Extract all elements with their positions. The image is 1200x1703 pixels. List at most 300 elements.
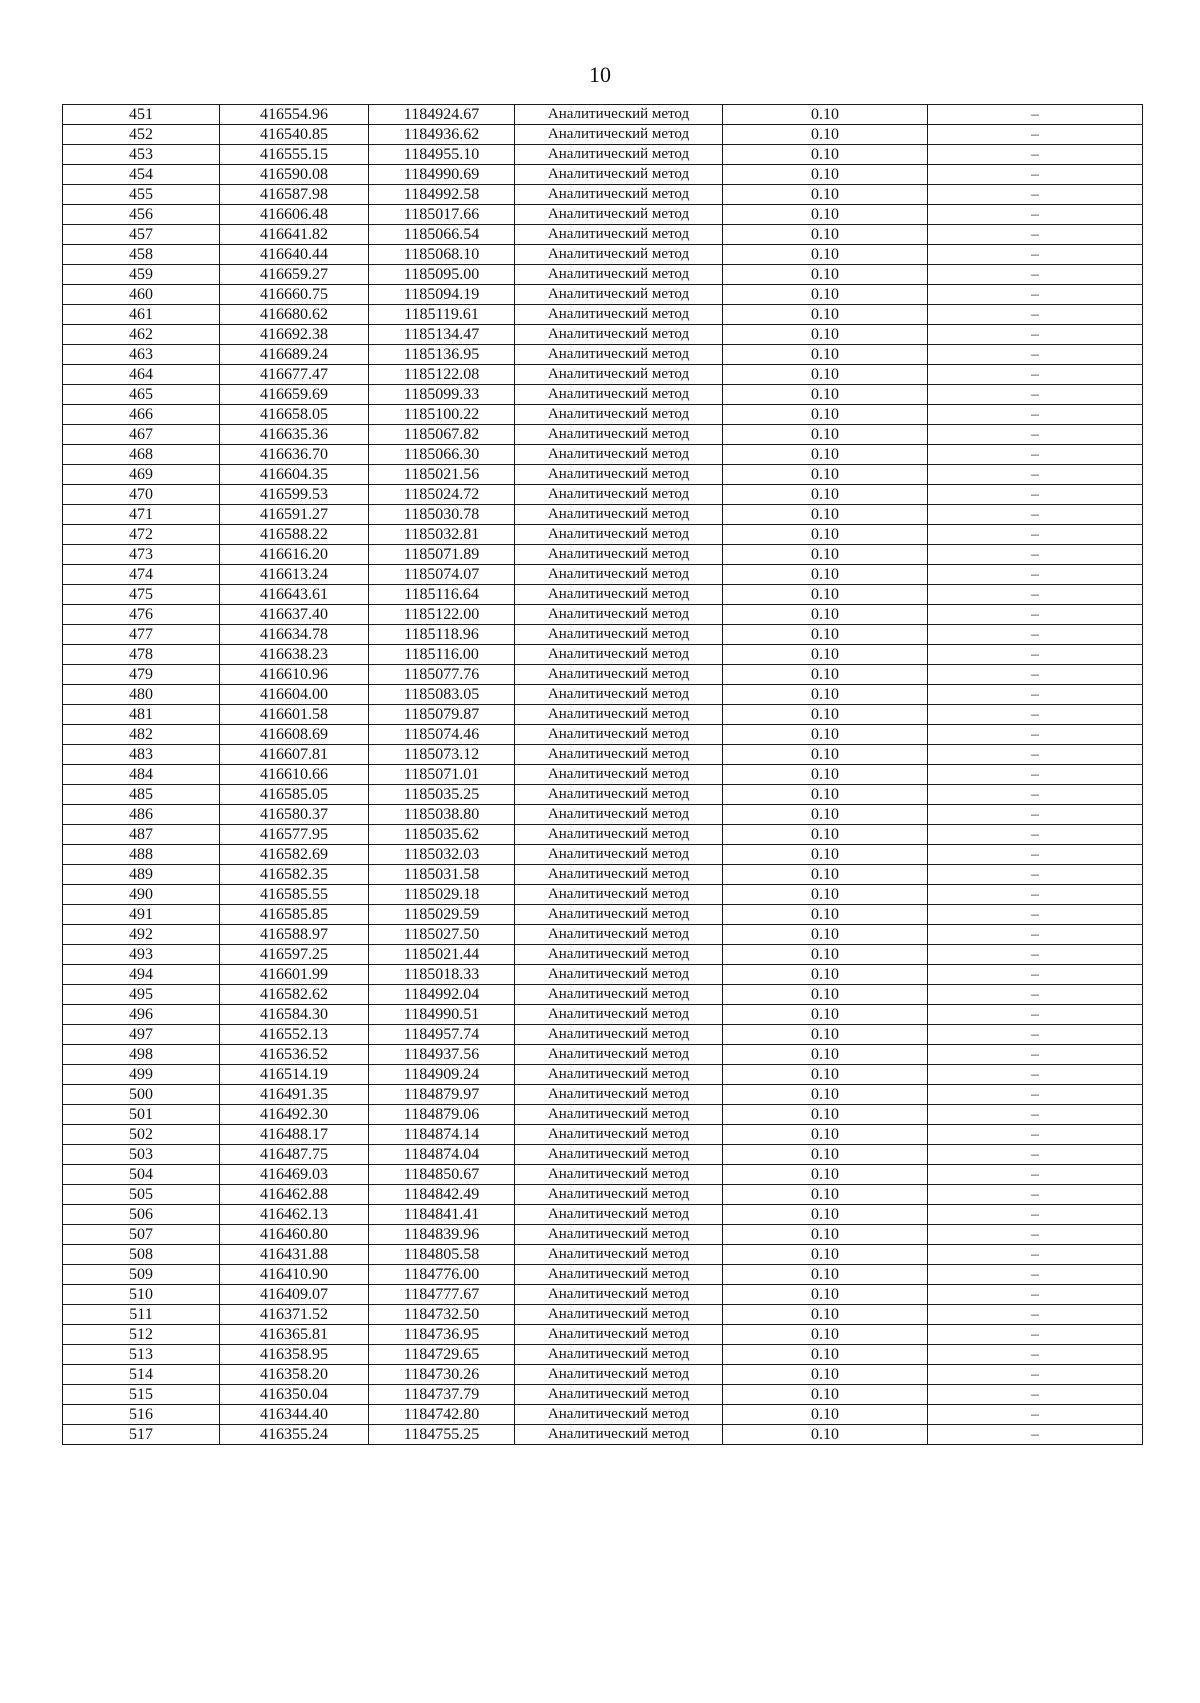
description-cell: – [928, 105, 1143, 125]
x-coordinate-cell: 416588.97 [220, 925, 369, 945]
y-coordinate-cell: 1185067.82 [369, 425, 515, 445]
point-number-cell: 504 [63, 1165, 220, 1185]
method-cell: Аналитический метод [515, 1245, 723, 1265]
table-row [63, 305, 1143, 325]
table-row [63, 565, 1143, 585]
description-cell: – [928, 665, 1143, 685]
x-coordinate-cell: 416590.08 [220, 165, 369, 185]
point-number-cell: 455 [63, 185, 220, 205]
y-coordinate-cell: 1185038.80 [369, 805, 515, 825]
method-cell: Аналитический метод [515, 145, 723, 165]
table-row [63, 1025, 1143, 1045]
description-cell: – [928, 1165, 1143, 1185]
point-number-cell: 470 [63, 485, 220, 505]
method-cell: Аналитический метод [515, 1425, 723, 1445]
method-cell: Аналитический метод [515, 365, 723, 385]
description-cell: – [928, 545, 1143, 565]
table-row [63, 1165, 1143, 1185]
x-coordinate-cell: 416460.80 [220, 1225, 369, 1245]
method-cell: Аналитический метод [515, 345, 723, 365]
description-cell: – [928, 885, 1143, 905]
description-cell: – [928, 225, 1143, 245]
method-cell: Аналитический метод [515, 885, 723, 905]
precision-cell: 0.10 [723, 185, 928, 205]
precision-cell: 0.10 [723, 1125, 928, 1145]
y-coordinate-cell: 1184990.51 [369, 1005, 515, 1025]
point-number-cell: 497 [63, 1025, 220, 1045]
description-cell: – [928, 1285, 1143, 1305]
method-cell: Аналитический метод [515, 905, 723, 925]
y-coordinate-cell: 1184990.69 [369, 165, 515, 185]
y-coordinate-cell: 1185029.59 [369, 905, 515, 925]
x-coordinate-cell: 416488.17 [220, 1125, 369, 1145]
y-coordinate-cell: 1184732.50 [369, 1305, 515, 1325]
description-cell: – [928, 585, 1143, 605]
x-coordinate-cell: 416584.30 [220, 1005, 369, 1025]
point-number-cell: 460 [63, 285, 220, 305]
table-row [63, 405, 1143, 425]
table-row [63, 325, 1143, 345]
method-cell: Аналитический метод [515, 1185, 723, 1205]
y-coordinate-cell: 1184909.24 [369, 1065, 515, 1085]
precision-cell: 0.10 [723, 525, 928, 545]
precision-cell: 0.10 [723, 985, 928, 1005]
precision-cell: 0.10 [723, 305, 928, 325]
method-cell: Аналитический метод [515, 1305, 723, 1325]
description-cell: – [928, 385, 1143, 405]
point-number-cell: 481 [63, 705, 220, 725]
precision-cell: 0.10 [723, 285, 928, 305]
table-row [63, 1125, 1143, 1145]
description-cell: – [928, 345, 1143, 365]
method-cell: Аналитический метод [515, 485, 723, 505]
point-number-cell: 509 [63, 1265, 220, 1285]
x-coordinate-cell: 416491.35 [220, 1085, 369, 1105]
y-coordinate-cell: 1185122.08 [369, 365, 515, 385]
x-coordinate-cell: 416635.36 [220, 425, 369, 445]
point-number-cell: 505 [63, 1185, 220, 1205]
y-coordinate-cell: 1185035.62 [369, 825, 515, 845]
point-number-cell: 472 [63, 525, 220, 545]
precision-cell: 0.10 [723, 1325, 928, 1345]
table-row [63, 1185, 1143, 1205]
y-coordinate-cell: 1185068.10 [369, 245, 515, 265]
table-row [63, 105, 1143, 125]
y-coordinate-cell: 1184842.49 [369, 1185, 515, 1205]
precision-cell: 0.10 [723, 1265, 928, 1285]
precision-cell: 0.10 [723, 945, 928, 965]
method-cell: Аналитический метод [515, 685, 723, 705]
y-coordinate-cell: 1185017.66 [369, 205, 515, 225]
method-cell: Аналитический метод [515, 185, 723, 205]
x-coordinate-cell: 416689.24 [220, 345, 369, 365]
y-coordinate-cell: 1184874.14 [369, 1125, 515, 1145]
description-cell: – [928, 1345, 1143, 1365]
method-cell: Аналитический метод [515, 245, 723, 265]
y-coordinate-cell: 1185027.50 [369, 925, 515, 945]
point-number-cell: 482 [63, 725, 220, 745]
table-row [63, 385, 1143, 405]
description-cell: – [928, 205, 1143, 225]
method-cell: Аналитический метод [515, 585, 723, 605]
point-number-cell: 483 [63, 745, 220, 765]
method-cell: Аналитический метод [515, 765, 723, 785]
table-row [63, 465, 1143, 485]
x-coordinate-cell: 416585.55 [220, 885, 369, 905]
precision-cell: 0.10 [723, 745, 928, 765]
description-cell: – [928, 125, 1143, 145]
table-row [63, 1005, 1143, 1025]
method-cell: Аналитический метод [515, 1005, 723, 1025]
point-number-cell: 493 [63, 945, 220, 965]
method-cell: Аналитический метод [515, 985, 723, 1005]
point-number-cell: 477 [63, 625, 220, 645]
table-row [63, 965, 1143, 985]
description-cell: – [928, 645, 1143, 665]
point-number-cell: 474 [63, 565, 220, 585]
precision-cell: 0.10 [723, 665, 928, 685]
description-cell: – [928, 1265, 1143, 1285]
description-cell: – [928, 625, 1143, 645]
method-cell: Аналитический метод [515, 1405, 723, 1425]
precision-cell: 0.10 [723, 905, 928, 925]
description-cell: – [928, 925, 1143, 945]
method-cell: Аналитический метод [515, 325, 723, 345]
method-cell: Аналитический метод [515, 645, 723, 665]
description-cell: – [928, 565, 1143, 585]
method-cell: Аналитический метод [515, 1385, 723, 1405]
precision-cell: 0.10 [723, 765, 928, 785]
method-cell: Аналитический метод [515, 225, 723, 245]
method-cell: Аналитический метод [515, 745, 723, 765]
table-row [63, 845, 1143, 865]
description-cell: – [928, 965, 1143, 985]
description-cell: – [928, 845, 1143, 865]
point-number-cell: 484 [63, 765, 220, 785]
method-cell: Аналитический метод [515, 1085, 723, 1105]
table-row [63, 225, 1143, 245]
description-cell: – [928, 805, 1143, 825]
precision-cell: 0.10 [723, 1025, 928, 1045]
precision-cell: 0.10 [723, 1405, 928, 1425]
x-coordinate-cell: 416616.20 [220, 545, 369, 565]
point-number-cell: 479 [63, 665, 220, 685]
table-row [63, 1065, 1143, 1085]
table-row [63, 805, 1143, 825]
precision-cell: 0.10 [723, 1145, 928, 1165]
y-coordinate-cell: 1185099.33 [369, 385, 515, 405]
table-row [63, 825, 1143, 845]
table-row [63, 605, 1143, 625]
table-row [63, 945, 1143, 965]
table-row [63, 1285, 1143, 1305]
x-coordinate-cell: 416597.25 [220, 945, 369, 965]
y-coordinate-cell: 1184879.97 [369, 1085, 515, 1105]
table-row [63, 1225, 1143, 1245]
table-row [63, 185, 1143, 205]
point-number-cell: 489 [63, 865, 220, 885]
method-cell: Аналитический метод [515, 265, 723, 285]
y-coordinate-cell: 1185066.54 [369, 225, 515, 245]
description-cell: – [928, 165, 1143, 185]
x-coordinate-cell: 416634.78 [220, 625, 369, 645]
y-coordinate-cell: 1184957.74 [369, 1025, 515, 1045]
description-cell: – [928, 1085, 1143, 1105]
method-cell: Аналитический метод [515, 525, 723, 545]
method-cell: Аналитический метод [515, 925, 723, 945]
x-coordinate-cell: 416643.61 [220, 585, 369, 605]
description-cell: – [928, 1145, 1143, 1165]
precision-cell: 0.10 [723, 245, 928, 265]
point-number-cell: 492 [63, 925, 220, 945]
precision-cell: 0.10 [723, 505, 928, 525]
precision-cell: 0.10 [723, 165, 928, 185]
y-coordinate-cell: 1184776.00 [369, 1265, 515, 1285]
x-coordinate-cell: 416692.38 [220, 325, 369, 345]
precision-cell: 0.10 [723, 1225, 928, 1245]
point-number-cell: 468 [63, 445, 220, 465]
y-coordinate-cell: 1184936.62 [369, 125, 515, 145]
y-coordinate-cell: 1185073.12 [369, 745, 515, 765]
description-cell: – [928, 785, 1143, 805]
point-number-cell: 473 [63, 545, 220, 565]
precision-cell: 0.10 [723, 1085, 928, 1105]
point-number-cell: 463 [63, 345, 220, 365]
y-coordinate-cell: 1185032.81 [369, 525, 515, 545]
y-coordinate-cell: 1184742.80 [369, 1405, 515, 1425]
point-number-cell: 454 [63, 165, 220, 185]
table-row [63, 365, 1143, 385]
point-number-cell: 501 [63, 1105, 220, 1125]
precision-cell: 0.10 [723, 685, 928, 705]
method-cell: Аналитический метод [515, 705, 723, 725]
x-coordinate-cell: 416613.24 [220, 565, 369, 585]
method-cell: Аналитический метод [515, 1325, 723, 1345]
point-number-cell: 480 [63, 685, 220, 705]
point-number-cell: 502 [63, 1125, 220, 1145]
precision-cell: 0.10 [723, 1365, 928, 1385]
table-row [63, 145, 1143, 165]
y-coordinate-cell: 1184736.95 [369, 1325, 515, 1345]
table-row [63, 985, 1143, 1005]
description-cell: – [928, 1045, 1143, 1065]
point-number-cell: 456 [63, 205, 220, 225]
precision-cell: 0.10 [723, 1105, 928, 1125]
point-number-cell: 488 [63, 845, 220, 865]
point-number-cell: 490 [63, 885, 220, 905]
y-coordinate-cell: 1185116.00 [369, 645, 515, 665]
precision-cell: 0.10 [723, 925, 928, 945]
y-coordinate-cell: 1185066.30 [369, 445, 515, 465]
description-cell: – [928, 1065, 1143, 1085]
method-cell: Аналитический метод [515, 965, 723, 985]
description-cell: – [928, 1385, 1143, 1405]
description-cell: – [928, 1025, 1143, 1045]
precision-cell: 0.10 [723, 845, 928, 865]
method-cell: Аналитический метод [515, 625, 723, 645]
description-cell: – [928, 1125, 1143, 1145]
point-number-cell: 461 [63, 305, 220, 325]
x-coordinate-cell: 416637.40 [220, 605, 369, 625]
y-coordinate-cell: 1184839.96 [369, 1225, 515, 1245]
description-cell: – [928, 285, 1143, 305]
point-number-cell: 512 [63, 1325, 220, 1345]
y-coordinate-cell: 1185021.44 [369, 945, 515, 965]
x-coordinate-cell: 416577.95 [220, 825, 369, 845]
y-coordinate-cell: 1185116.64 [369, 585, 515, 605]
method-cell: Аналитический метод [515, 865, 723, 885]
y-coordinate-cell: 1185122.00 [369, 605, 515, 625]
x-coordinate-cell: 416680.62 [220, 305, 369, 325]
method-cell: Аналитический метод [515, 505, 723, 525]
x-coordinate-cell: 416487.75 [220, 1145, 369, 1165]
table-row [63, 1425, 1143, 1445]
table-row [63, 785, 1143, 805]
precision-cell: 0.10 [723, 105, 928, 125]
precision-cell: 0.10 [723, 1345, 928, 1365]
point-number-cell: 513 [63, 1345, 220, 1365]
precision-cell: 0.10 [723, 865, 928, 885]
table-row [63, 585, 1143, 605]
x-coordinate-cell: 416599.53 [220, 485, 369, 505]
precision-cell: 0.10 [723, 1385, 928, 1405]
y-coordinate-cell: 1185029.18 [369, 885, 515, 905]
x-coordinate-cell: 416540.85 [220, 125, 369, 145]
precision-cell: 0.10 [723, 705, 928, 725]
point-number-cell: 467 [63, 425, 220, 445]
x-coordinate-cell: 416677.47 [220, 365, 369, 385]
table-row [63, 645, 1143, 665]
table-row [63, 425, 1143, 445]
point-number-cell: 517 [63, 1425, 220, 1445]
description-cell: – [928, 365, 1143, 385]
table-row [63, 1305, 1143, 1325]
method-cell: Аналитический метод [515, 165, 723, 185]
point-number-cell: 478 [63, 645, 220, 665]
method-cell: Аналитический метод [515, 405, 723, 425]
precision-cell: 0.10 [723, 545, 928, 565]
method-cell: Аналитический метод [515, 1345, 723, 1365]
y-coordinate-cell: 1185071.01 [369, 765, 515, 785]
table-row [63, 925, 1143, 945]
x-coordinate-cell: 416469.03 [220, 1165, 369, 1185]
precision-cell: 0.10 [723, 425, 928, 445]
method-cell: Аналитический метод [515, 1205, 723, 1225]
table-row [63, 1405, 1143, 1425]
y-coordinate-cell: 1184955.10 [369, 145, 515, 165]
y-coordinate-cell: 1184924.67 [369, 105, 515, 125]
method-cell: Аналитический метод [515, 825, 723, 845]
coordinates-table [62, 104, 1143, 1445]
precision-cell: 0.10 [723, 605, 928, 625]
y-coordinate-cell: 1185074.07 [369, 565, 515, 585]
method-cell: Аналитический метод [515, 305, 723, 325]
precision-cell: 0.10 [723, 1165, 928, 1185]
description-cell: – [928, 305, 1143, 325]
precision-cell: 0.10 [723, 125, 928, 145]
precision-cell: 0.10 [723, 205, 928, 225]
precision-cell: 0.10 [723, 225, 928, 245]
table-row [63, 885, 1143, 905]
point-number-cell: 487 [63, 825, 220, 845]
table-row [63, 1045, 1143, 1065]
x-coordinate-cell: 416582.62 [220, 985, 369, 1005]
point-number-cell: 486 [63, 805, 220, 825]
y-coordinate-cell: 1184841.41 [369, 1205, 515, 1225]
y-coordinate-cell: 1185074.46 [369, 725, 515, 745]
method-cell: Аналитический метод [515, 425, 723, 445]
description-cell: – [928, 425, 1143, 445]
description-cell: – [928, 465, 1143, 485]
description-cell: – [928, 1105, 1143, 1125]
point-number-cell: 469 [63, 465, 220, 485]
x-coordinate-cell: 416582.69 [220, 845, 369, 865]
point-number-cell: 496 [63, 1005, 220, 1025]
point-number-cell: 466 [63, 405, 220, 425]
precision-cell: 0.10 [723, 1425, 928, 1445]
description-cell: – [928, 865, 1143, 885]
x-coordinate-cell: 416365.81 [220, 1325, 369, 1345]
point-number-cell: 499 [63, 1065, 220, 1085]
method-cell: Аналитический метод [515, 805, 723, 825]
y-coordinate-cell: 1185024.72 [369, 485, 515, 505]
y-coordinate-cell: 1185071.89 [369, 545, 515, 565]
x-coordinate-cell: 416431.88 [220, 1245, 369, 1265]
x-coordinate-cell: 416409.07 [220, 1285, 369, 1305]
y-coordinate-cell: 1184850.67 [369, 1165, 515, 1185]
point-number-cell: 451 [63, 105, 220, 125]
x-coordinate-cell: 416588.22 [220, 525, 369, 545]
table-row [63, 525, 1143, 545]
point-number-cell: 515 [63, 1385, 220, 1405]
y-coordinate-cell: 1184879.06 [369, 1105, 515, 1125]
description-cell: – [928, 505, 1143, 525]
table-row [63, 345, 1143, 365]
method-cell: Аналитический метод [515, 205, 723, 225]
method-cell: Аналитический метод [515, 1165, 723, 1185]
point-number-cell: 500 [63, 1085, 220, 1105]
x-coordinate-cell: 416607.81 [220, 745, 369, 765]
table-row [63, 1325, 1143, 1345]
description-cell: – [928, 485, 1143, 505]
description-cell: – [928, 1425, 1143, 1445]
method-cell: Аналитический метод [515, 1225, 723, 1245]
y-coordinate-cell: 1184992.58 [369, 185, 515, 205]
description-cell: – [928, 1305, 1143, 1325]
description-cell: – [928, 1365, 1143, 1385]
x-coordinate-cell: 416580.37 [220, 805, 369, 825]
point-number-cell: 462 [63, 325, 220, 345]
x-coordinate-cell: 416462.88 [220, 1185, 369, 1205]
precision-cell: 0.10 [723, 1305, 928, 1325]
coordinates-table-body [63, 105, 1143, 1445]
table-row [63, 745, 1143, 765]
point-number-cell: 452 [63, 125, 220, 145]
x-coordinate-cell: 416358.20 [220, 1365, 369, 1385]
precision-cell: 0.10 [723, 405, 928, 425]
precision-cell: 0.10 [723, 565, 928, 585]
method-cell: Аналитический метод [515, 1125, 723, 1145]
table-row [63, 505, 1143, 525]
description-cell: – [928, 445, 1143, 465]
x-coordinate-cell: 416410.90 [220, 1265, 369, 1285]
description-cell: – [928, 705, 1143, 725]
precision-cell: 0.10 [723, 445, 928, 465]
x-coordinate-cell: 416585.05 [220, 785, 369, 805]
description-cell: – [928, 825, 1143, 845]
method-cell: Аналитический метод [515, 605, 723, 625]
y-coordinate-cell: 1185083.05 [369, 685, 515, 705]
